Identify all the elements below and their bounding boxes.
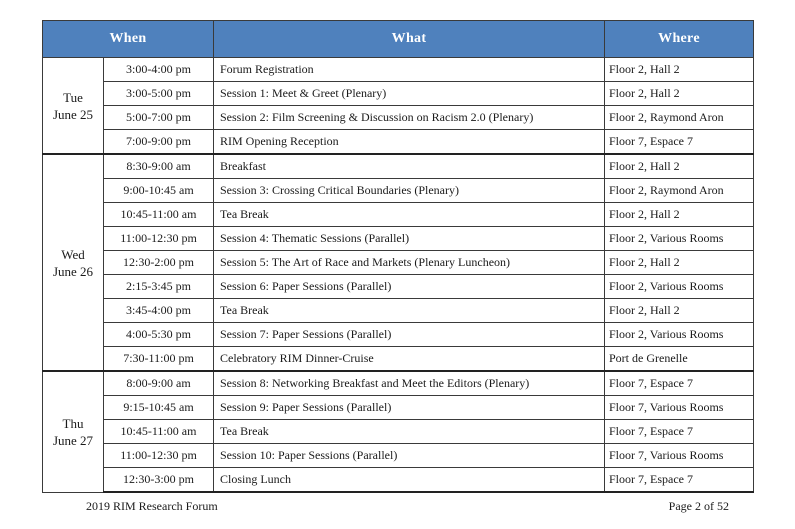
where-cell: Floor 2, Various Rooms: [605, 227, 754, 251]
what-cell: Session 3: Crossing Critical Boundaries (Plenary): [214, 179, 605, 203]
where-cell: Floor 7, Various Rooms: [605, 396, 754, 420]
day-date: June 26: [52, 263, 94, 279]
page-number: Page 2 of 52: [668, 499, 729, 513]
time-cell: 3:00-4:00 pm: [104, 58, 214, 82]
time-cell: 12:30-2:00 pm: [104, 251, 214, 275]
what-cell: Session 7: Paper Sessions (Parallel): [214, 323, 605, 347]
what-cell: Session 10: Paper Sessions (Parallel): [214, 444, 605, 468]
what-cell: Session 4: Thematic Sessions (Parallel): [214, 227, 605, 251]
table-row: [43, 444, 754, 468]
what-cell: Session 9: Paper Sessions (Parallel): [214, 396, 605, 420]
where-cell: Floor 2, Raymond Aron: [605, 106, 754, 130]
time-cell: 11:00-12:30 pm: [104, 444, 214, 468]
where-cell: Floor 7, Espace 7: [605, 371, 754, 396]
schedule-body: [43, 58, 754, 493]
table-row: [43, 251, 754, 275]
time-cell: 10:45-11:00 am: [104, 203, 214, 227]
what-cell: Tea Break: [214, 203, 605, 227]
where-cell: Floor 2, Hall 2: [605, 154, 754, 179]
table-row: [43, 154, 754, 179]
table-row: [43, 58, 754, 82]
time-cell: 2:15-3:45 pm: [104, 275, 214, 299]
day-name: Wed: [61, 246, 85, 262]
where-cell: Floor 2, Hall 2: [605, 58, 754, 82]
time-cell: 4:00-5:30 pm: [104, 323, 214, 347]
what-cell: Forum Registration: [214, 58, 605, 82]
what-cell: Tea Break: [214, 299, 605, 323]
time-cell: 10:45-11:00 am: [104, 420, 214, 444]
what-cell: Session 8: Networking Breakfast and Meet the Editors (Plenary): [214, 371, 605, 396]
day-date: June 25: [52, 106, 94, 122]
where-cell: Floor 7, Espace 7: [605, 130, 754, 155]
footer-title: 2019 RIM Research Forum: [86, 499, 218, 513]
schedule-table: [42, 20, 754, 493]
what-cell: Tea Break: [214, 420, 605, 444]
time-cell: 9:15-10:45 am: [104, 396, 214, 420]
header-when: When: [43, 21, 214, 58]
table-row: [43, 203, 754, 227]
header-where: Where: [605, 21, 754, 58]
where-cell: Port de Grenelle: [605, 347, 754, 372]
what-cell: Session 1: Meet & Greet (Plenary): [214, 82, 605, 106]
where-cell: Floor 2, Raymond Aron: [605, 179, 754, 203]
day-name: Thu: [62, 415, 84, 431]
where-cell: Floor 2, Various Rooms: [605, 323, 754, 347]
time-cell: 8:30-9:00 am: [104, 154, 214, 179]
table-row: [43, 371, 754, 396]
what-cell: Session 6: Paper Sessions (Parallel): [214, 275, 605, 299]
what-cell: RIM Opening Reception: [214, 130, 605, 155]
table-row: [43, 227, 754, 251]
time-cell: 5:00-7:00 pm: [104, 106, 214, 130]
where-cell: Floor 7, Espace 7: [605, 468, 754, 493]
time-cell: 3:45-4:00 pm: [104, 299, 214, 323]
day-name: Tue: [63, 89, 83, 105]
day-cell: [43, 371, 104, 492]
time-cell: 3:00-5:00 pm: [104, 82, 214, 106]
table-row: [43, 468, 754, 493]
what-cell: Session 5: The Art of Race and Markets (Plenary Luncheon): [214, 251, 605, 275]
day-cell: [43, 154, 104, 371]
time-cell: 7:30-11:00 pm: [104, 347, 214, 372]
time-cell: 9:00-10:45 am: [104, 179, 214, 203]
where-cell: Floor 2, Various Rooms: [605, 275, 754, 299]
header-what: What: [214, 21, 605, 58]
table-row: [43, 396, 754, 420]
table-row: [43, 82, 754, 106]
time-cell: 7:00-9:00 pm: [104, 130, 214, 155]
table-row: [43, 420, 754, 444]
where-cell: Floor 7, Espace 7: [605, 420, 754, 444]
day-cell: [43, 58, 104, 155]
where-cell: Floor 2, Hall 2: [605, 203, 754, 227]
table-row: [43, 299, 754, 323]
header-row: [43, 21, 754, 58]
day-date: June 27: [52, 432, 94, 448]
time-cell: 12:30-3:00 pm: [104, 468, 214, 493]
where-cell: Floor 2, Hall 2: [605, 299, 754, 323]
what-cell: Celebratory RIM Dinner-Cruise: [214, 347, 605, 372]
what-cell: Session 2: Film Screening & Discussion on Racism 2.0 (Plenary): [214, 106, 605, 130]
where-cell: Floor 2, Hall 2: [605, 82, 754, 106]
table-row: [43, 347, 754, 372]
table-row: [43, 106, 754, 130]
time-cell: 8:00-9:00 am: [104, 371, 214, 396]
where-cell: Floor 7, Various Rooms: [605, 444, 754, 468]
where-cell: Floor 2, Hall 2: [605, 251, 754, 275]
what-cell: Breakfast: [214, 154, 605, 179]
time-cell: 11:00-12:30 pm: [104, 227, 214, 251]
table-row: [43, 179, 754, 203]
table-row: [43, 130, 754, 155]
table-row: [43, 323, 754, 347]
table-row: [43, 275, 754, 299]
what-cell: Closing Lunch: [214, 468, 605, 493]
